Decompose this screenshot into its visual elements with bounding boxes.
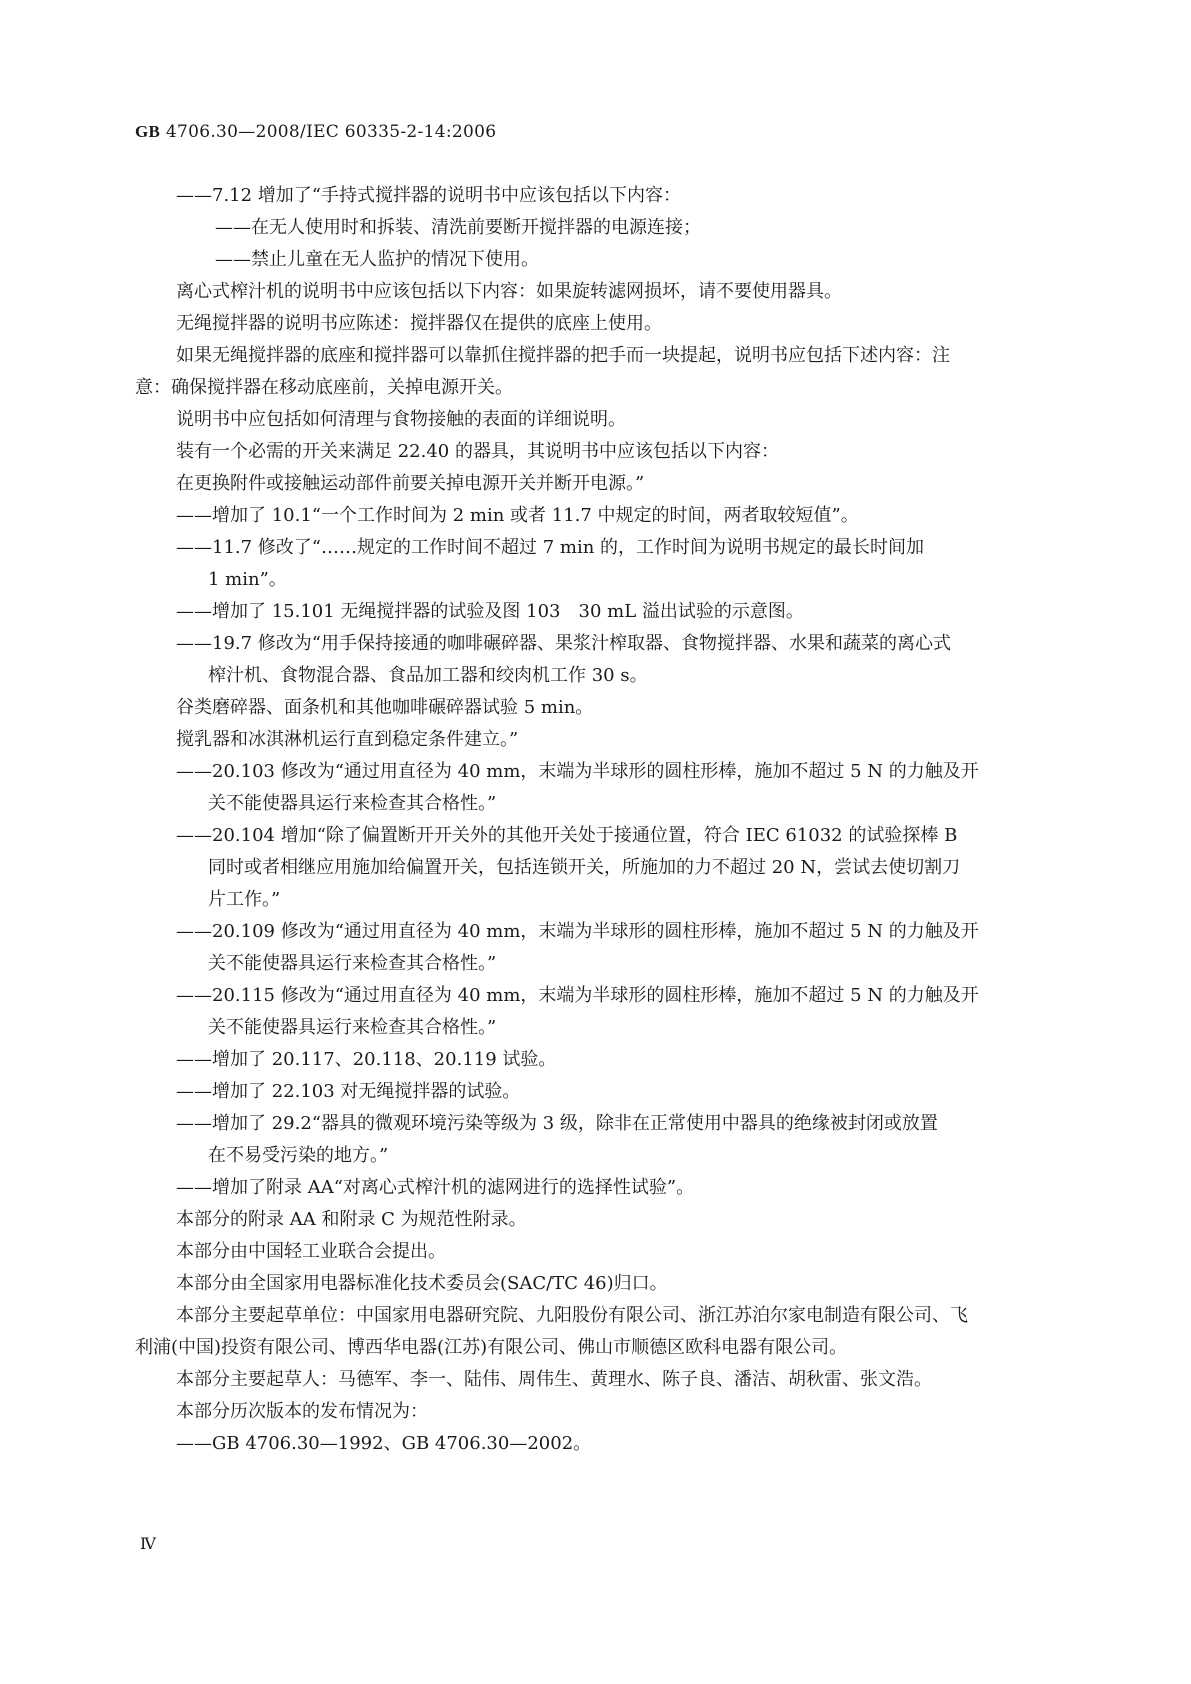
text-line: 本部分的附录 AA 和附录 C 为规范性附录。 [176,1209,527,1230]
text-line: 本部分主要起草人：马德军、李一、陆伟、周伟生、黄理水、陈子良、潘洁、胡秋雷、张文浩。 [176,1369,932,1390]
text-line: 在不易受污染的地方。” [208,1145,389,1166]
text-line: ——增加了 29.2“器具的微观环境污染等级为 3 级，除非在正常使用中器具的绝缘被封闭或放置 [176,1113,938,1134]
text-line: 关不能使器具运行来检查其合格性。” [208,1017,497,1038]
text-line: ——在无人使用时和拆装、清洗前要断开搅拌器的电源连接； [215,217,701,238]
standard-prefix: GB [135,122,161,141]
text-line: 本部分由全国家用电器标准化技术委员会(SAC/TC 46)归口。 [176,1273,668,1294]
text-line: ——增加了附录 AA“对离心式榨汁机的滤网进行的选择性试验”。 [176,1177,695,1198]
text-line: 谷类磨碎器、面条机和其他咖啡碾碎器试验 5 min。 [176,697,594,718]
text-line: ——禁止儿童在无人监护的情况下使用。 [215,249,539,270]
text-line: 本部分主要起草单位：中国家用电器研究院、九阳股份有限公司、浙江苏泊尔家电制造有限公司、飞 [176,1305,968,1326]
text-line: ——增加了 15.101 无绳搅拌器的试验及图 103 30 mL 溢出试验的示意图。 [176,601,804,622]
text-line: 同时或者相继应用施加给偏置开关，包括连锁开关，所施加的力不超过 20 N，尝试去使切割刀 [208,857,961,878]
text-line: 关不能使器具运行来检查其合格性。” [208,793,497,814]
text-line: 搅乳器和冰淇淋机运行直到稳定条件建立。” [176,729,519,750]
text-line: 意：确保搅拌器在移动底座前，关掉电源开关。 [135,377,513,398]
text-line: ——20.109 修改为“通过用直径为 40 mm，末端为半球形的圆柱形棒，施加不超过 5 N 的力触及开 [176,921,979,942]
text-line: 说明书中应包括如何清理与食物接触的表面的详细说明。 [176,409,626,430]
text-line: ——20.115 修改为“通过用直径为 40 mm，末端为半球形的圆柱形棒，施加不超过 5 N 的力触及开 [176,985,979,1006]
text-line: 利浦(中国)投资有限公司、博西华电器(江苏)有限公司、佛山市顺德区欧科电器有限公司。 [135,1337,848,1358]
text-line: 装有一个必需的开关来满足 22.40 的器具，其说明书中应该包括以下内容： [176,441,779,462]
text-line: ——20.104 增加“除了偏置断开开关外的其他开关处于接通位置，符合 IEC 61032 的试验探棒 B [176,825,958,846]
text-line: ——GB 4706.30—1992、GB 4706.30—2002。 [176,1433,592,1454]
document-body [135,180,1055,1460]
text-line: 如果无绳搅拌器的底座和搅拌器可以靠抓住搅拌器的把手而一块提起，说明书应包括下述内容：注 [176,345,950,366]
standard-number: 4706.30—2008/IEC 60335-2-14:2006 [160,122,497,142]
text-line: 1 min”。 [208,569,287,590]
text-line: 无绳搅拌器的说明书应陈述：搅拌器仅在提供的底座上使用。 [176,313,662,334]
text-line: 榨汁机、食物混合器、食品加工器和绞肉机工作 30 s。 [208,665,648,686]
text-line: ——增加了 10.1“一个工作时间为 2 min 或者 11.7 中规定的时间，两者取较短值”。 [176,505,859,526]
standard-header [135,122,496,142]
text-line: 关不能使器具运行来检查其合格性。” [208,953,497,974]
page-number: Ⅳ [140,1534,156,1553]
text-line: 离心式榨汁机的说明书中应该包括以下内容：如果旋转滤网损坏，请不要使用器具。 [176,281,842,302]
text-line: 本部分历次版本的发布情况为： [176,1401,428,1422]
text-line: ——20.103 修改为“通过用直径为 40 mm，末端为半球形的圆柱形棒，施加不超过 5 N 的力触及开 [176,761,979,782]
text-line: ——增加了 20.117、20.118、20.119 试验。 [176,1049,557,1070]
text-line: ——增加了 22.103 对无绳搅拌器的试验。 [176,1081,521,1102]
text-line: 片工作。” [208,889,281,910]
text-line: ——19.7 修改为“用手保持接通的咖啡碾碎器、果浆汁榨取器、食物搅拌器、水果和蔬菜的离心式 [176,633,951,654]
text-line: ——11.7 修改了“……规定的工作时间不超过 7 min 的，工作时间为说明书规定的最长时间加 [176,537,925,558]
text-line: ——7.12 增加了“手持式搅拌器的说明书中应该包括以下内容： [176,185,681,206]
text-line: 在更换附件或接触运动部件前要关掉电源开关并断开电源。” [176,473,645,494]
text-line: 本部分由中国轻工业联合会提出。 [176,1241,446,1262]
